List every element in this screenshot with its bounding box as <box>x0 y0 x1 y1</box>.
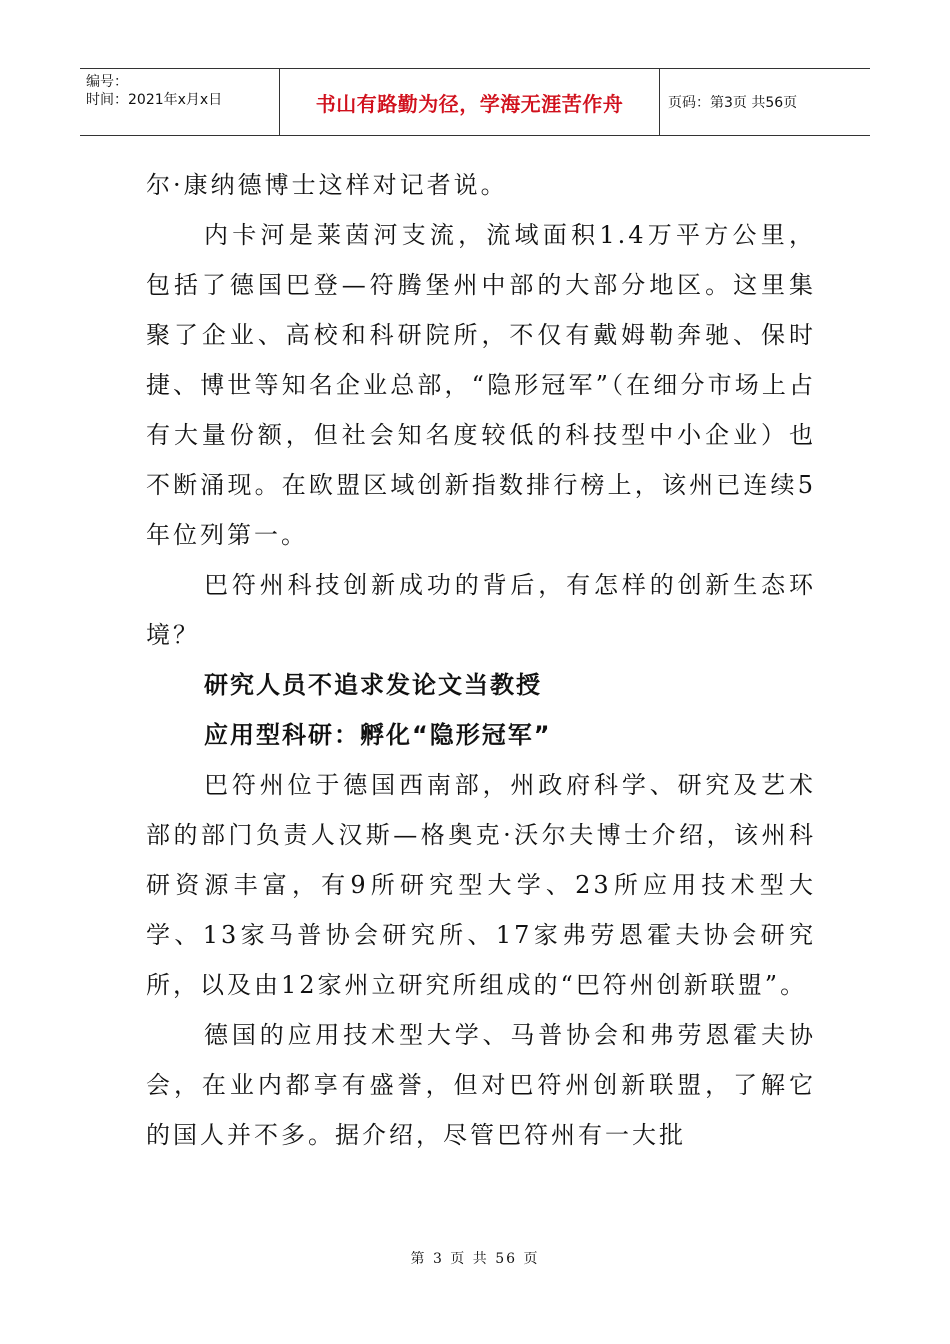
paragraph-question: 巴符州科技创新成功的背后，有怎样的创新生态环境？ <box>146 571 816 649</box>
paragraph-continuation: 尔·康纳德博士这样对记者说。 <box>146 171 508 199</box>
document-body <box>146 160 816 1160</box>
paragraph-alliance: 德国的应用技术型大学、马普协会和弗劳恩霍夫协会，在业内都享有盛誉，但对巴符州创新联盟，了解它的国人并不多。据介绍，尽管巴符州有一大批 <box>146 1021 816 1149</box>
section-heading: 研究人员不追求发论文当教授 <box>204 671 542 699</box>
header-motto: 书山有路勤为径，学海无涯苦作舟 <box>280 69 660 135</box>
page-header <box>80 68 870 136</box>
subsection-heading: 应用型科研：孵化“隐形冠军” <box>204 721 552 749</box>
header-page-info: 页码：第3页 共56页 <box>668 95 798 111</box>
paragraph-neckar: 内卡河是莱茵河支流，流域面积1.4万平方公里，包括了德国巴登—符腾堡州中部的大部分地区。这里集聚了企业、高校和科研院所，不仅有戴姆勒奔驰、保时捷、博世等知名企业总部，“隐形冠军”（在细分市场上占有大量份额，但社会知名度较低的科技型中小企业）也不断涌现。在欧盟区域创新指数排行榜上，该州已连续5年位列第一。 <box>146 221 816 549</box>
page-footer: 第 3 页 共 56 页 <box>410 1251 540 1267</box>
header-meta <box>80 69 280 135</box>
code-label: 编号： <box>86 74 128 90</box>
time-label: 时间：2021年x月x日 <box>86 92 223 108</box>
paragraph-resources: 巴符州位于德国西南部，州政府科学、研究及艺术部的部门负责人汉斯—格奥克·沃尔夫博士介绍，该州科研资源丰富，有9所研究型大学、23所应用技术型大学、13家马普协会研究所、17家弗劳恩霍夫协会研究所，以及由12家州立研究所组成的“巴符州创新联盟”。 <box>146 771 816 999</box>
